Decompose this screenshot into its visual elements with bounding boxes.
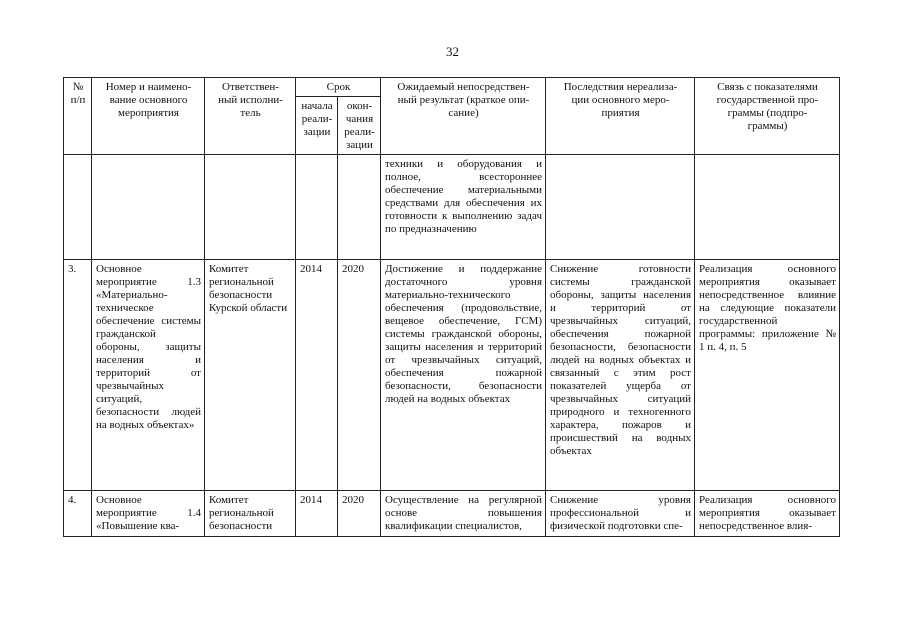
- cell-link: [695, 155, 840, 260]
- cell-link: Реализация основного мероприятия оказывает непосредственное влияние на следующие показатели государственной программы: приложение № 1 п. 4, п. 5: [695, 260, 840, 491]
- header-link: Связь с показателями государственной про- граммы (подпро- граммы): [695, 78, 840, 155]
- activities-table: [63, 77, 840, 537]
- cell-name: Основное мероприятие 1.3 «Материально-техническое обеспечение системы гражданской обороны, защиты населения и территорий от чрезвычайных ситуаций, безопасности людей на водных объектах»: [92, 260, 205, 491]
- header-term: Срок: [296, 78, 381, 97]
- cell-num: [64, 155, 92, 260]
- cell-end: 2020: [338, 260, 381, 491]
- cell-responsible: Комитет региональной безопасности: [205, 491, 296, 537]
- header-name: Номер и наимено- вание основного мероприятия: [92, 78, 205, 155]
- cell-num: 3.: [64, 260, 92, 491]
- cell-expected: техники и оборудования и полное, всестороннее обеспечение материальными средствами для обеспечения их готовности к выполнению задач по предназначению: [381, 155, 546, 260]
- header-consequences: Последствия нереализа- ции основного меро- приятия: [546, 78, 695, 155]
- cell-consequences: Снижение уровня профессиональной и физической подготовки спе-: [546, 491, 695, 537]
- header-responsible: Ответствен- ный исполни- тель: [205, 78, 296, 155]
- header-expected: Ожидаемый непосредствен- ный результат (краткое опи- сание): [381, 78, 546, 155]
- cell-end: [338, 155, 381, 260]
- cell-start: 2014: [296, 491, 338, 537]
- page-number: 32: [446, 44, 459, 59]
- header-row: [64, 78, 840, 97]
- header-term-end: окон- чания реали- зации: [338, 97, 381, 155]
- cell-responsible: Комитет региональной безопасности Курской области: [205, 260, 296, 491]
- table-row: [64, 155, 840, 260]
- cell-start: 2014: [296, 260, 338, 491]
- table-row: [64, 260, 840, 491]
- cell-end: 2020: [338, 491, 381, 537]
- cell-responsible: [205, 155, 296, 260]
- header-num: № п/п: [64, 78, 92, 155]
- table-row: [64, 491, 840, 537]
- cell-consequences: Снижение готовности системы гражданской обороны, защиты населения и территорий от чрезвычайных ситуаций, обеспечения пожарной безопасности, безопасности людей на водных объектах и связанный с этим рост показателей ущерба от чрезвычайных ситуаций природного и техногенного характера, пожаров и происшествий на водных объектах: [546, 260, 695, 491]
- cell-name: Основное мероприятие 1.4 «Повышение ква-: [92, 491, 205, 537]
- cell-num: 4.: [64, 491, 92, 537]
- cell-expected: Достижение и поддержание достаточного уровня материально-технического обеспечения (продовольствие, вещевое обеспечение, ГСМ) системы гражданской обороны, защиты населения и территорий от чрезвычайных ситуаций, обеспечения пожарной безопасности, безопасности людей на водных объектах: [381, 260, 546, 491]
- cell-start: [296, 155, 338, 260]
- header-term-start: начала реали- зации: [296, 97, 338, 155]
- cell-name: [92, 155, 205, 260]
- cell-expected: Осуществление на регулярной основе повышения квалификации специалистов,: [381, 491, 546, 537]
- cell-consequences: [546, 155, 695, 260]
- cell-link: Реализация основного мероприятия оказывает непосредственное влия-: [695, 491, 840, 537]
